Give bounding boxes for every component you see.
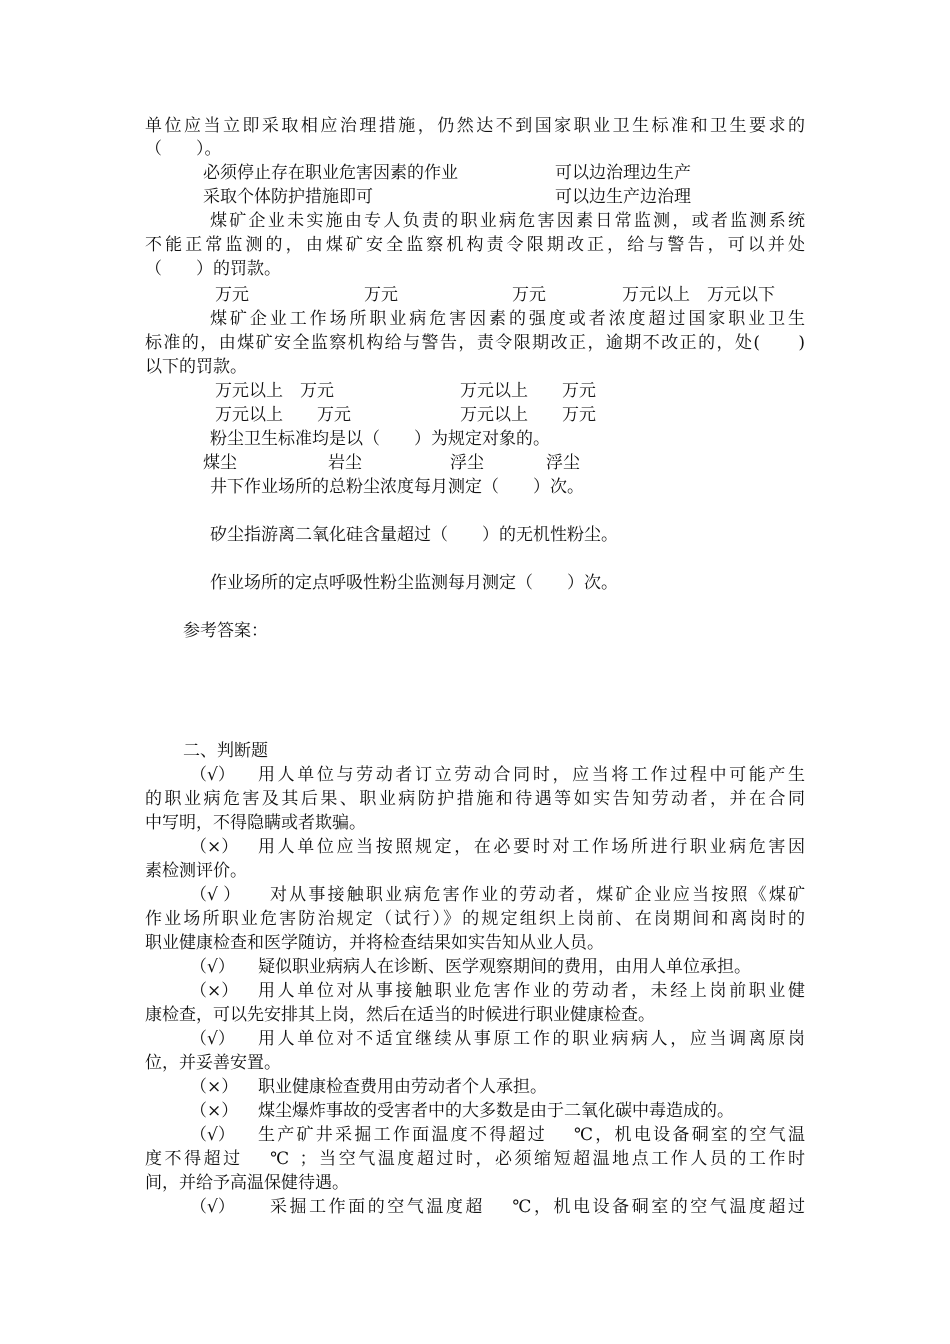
judgment-mark: （×） xyxy=(190,1077,239,1097)
judgment-line: 对从事接触职业病危害作业的劳动者，煤矿企业应当按照《煤矿 xyxy=(270,885,805,905)
option-a: 万元以上 万元 xyxy=(215,381,334,401)
option-d: 浮尘 xyxy=(546,453,580,473)
option-a: 必须停止存在职业危害因素的作业 xyxy=(203,163,458,183)
question-line: 煤矿企业未实施由专人负责的职业病危害因素日常监测，或者监测系统 xyxy=(210,211,805,231)
judgment-line: 位，并妥善安置。 xyxy=(145,1053,281,1073)
judgment-line: 度不得超过 ℃ ；当空气温度超过时，必须缩短超温地点工作人员的工作时 xyxy=(145,1149,805,1169)
judgment-line: 职业健康检查和医学随访，并将检查结果如实告知从业人员。 xyxy=(145,933,604,953)
option-d: 万元以上 万元以下 xyxy=(622,285,775,305)
judgment-mark: （√） xyxy=(190,1125,235,1145)
judgment-mark: （×） xyxy=(190,1101,239,1121)
judgment-line: 用人单位与劳动者订立劳动合同时，应当将工作过程中可能产生 xyxy=(258,765,805,785)
judgment-mark: （√） xyxy=(190,1197,235,1217)
section-heading: 二、判断题 xyxy=(183,741,268,761)
judgment-mark: （√ ） xyxy=(190,885,241,905)
judgment-line: 的职业病危害及其后果、职业病防护措施和待遇等如实告知劳动者，并在合同 xyxy=(145,789,805,809)
question-line: 单位应当立即采取相应治理措施，仍然达不到国家职业卫生标准和卫生要求的 xyxy=(145,116,805,136)
judgment-line: 素检测评价。 xyxy=(145,861,247,881)
judgment-mark: （×） xyxy=(190,981,239,1001)
judgment-line: 煤尘爆炸事故的受害者中的大多数是由于二氧化碳中毒造成的。 xyxy=(258,1101,734,1121)
judgment-mark: （√） xyxy=(190,1029,235,1049)
question-line: （ ）的罚款。 xyxy=(145,259,281,279)
judgment-line: 作业场所职业危害防治规定（试行）》的规定组织上岗前、在岗期间和离岗时的 xyxy=(145,909,805,929)
option-a: 万元 xyxy=(215,285,249,305)
option-b: 岩尘 xyxy=(328,453,362,473)
question-line: 矽尘指游离二氧化硅含量超过（ ）的无机性粉尘。 xyxy=(210,525,618,545)
question-line: 粉尘卫生标准均是以（ ）为规定对象的。 xyxy=(210,429,550,449)
question-line: （ ）。 xyxy=(145,139,222,159)
question-line: 不能正常监测的，由煤矿安全监察机构责令限期改正，给与警告，可以并处 xyxy=(145,235,805,255)
judgment-line: 间，并给予高温保健待遇。 xyxy=(145,1173,349,1193)
judgment-line: 康检查，可以先安排其上岗，然后在适当的时候进行职业健康检查。 xyxy=(145,1005,655,1025)
judgment-line: 用人单位对从事接触职业危害作业的劳动者，未经上岗前职业健 xyxy=(258,981,805,1001)
reference-answer-heading: 参考答案： xyxy=(183,621,268,641)
option-d: 万元以上 万元 xyxy=(460,405,596,425)
judgment-mark: （√） xyxy=(190,957,235,977)
option-d: 可以边生产边治理 xyxy=(555,187,691,207)
option-b: 万元 xyxy=(364,285,398,305)
question-line: 标准的，由煤矿安全监察机构给与警告，责令限期改正，逾期不改正的，处( ) xyxy=(145,333,805,353)
question-line: 作业场所的定点呼吸性粉尘监测每月测定（ ）次。 xyxy=(210,573,618,593)
judgment-line: 疑似职业病病人在诊断、医学观察期间的费用，由用人单位承担。 xyxy=(258,957,751,977)
option-b: 可以边治理边生产 xyxy=(555,163,691,183)
judgment-line: 用人单位对不适宜继续从事原工作的职业病病人，应当调离原岗 xyxy=(258,1029,805,1049)
judgment-mark: （√） xyxy=(190,765,235,785)
option-a: 煤尘 xyxy=(203,453,237,473)
judgment-line: 采掘工作面的空气温度超 ℃，机电设备硐室的空气温度超过 xyxy=(270,1197,805,1217)
judgment-mark: （×） xyxy=(190,837,239,857)
judgment-line: 生产矿井采掘工作面温度不得超过 ℃，机电设备硐室的空气温 xyxy=(258,1125,805,1145)
judgment-line: 职业健康检查费用由劳动者个人承担。 xyxy=(258,1077,547,1097)
question-line: 以下的罚款。 xyxy=(145,357,247,377)
judgment-line: 中写明，不得隐瞒或者欺骗。 xyxy=(145,813,366,833)
option-c: 万元以上 万元 xyxy=(215,405,351,425)
option-c: 浮尘 xyxy=(450,453,484,473)
option-b: 万元以上 万元 xyxy=(460,381,596,401)
option-c: 万元 xyxy=(512,285,546,305)
question-line: 井下作业场所的总粉尘浓度每月测定（ ）次。 xyxy=(210,477,584,497)
option-c: 采取个体防护措施即可 xyxy=(203,187,373,207)
judgment-line: 用人单位应当按照规定，在必要时对工作场所进行职业病危害因 xyxy=(258,837,805,857)
question-line: 煤矿企业工作场所职业病危害因素的强度或者浓度超过国家职业卫生 xyxy=(210,309,805,329)
